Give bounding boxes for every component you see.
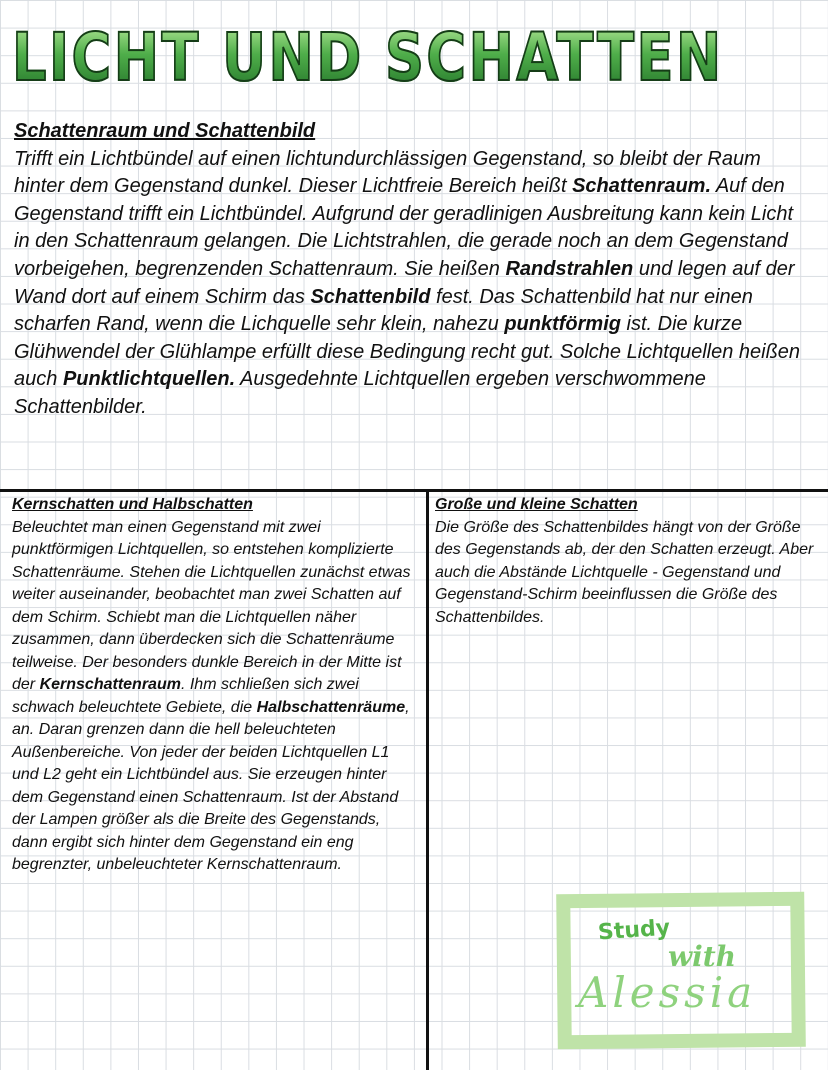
- term-randstrahlen: Randstrahlen: [505, 257, 634, 280]
- kernschatten-text: . Ihm schließen sich zwei schwach beleuchtete Gebiete, die: [12, 676, 359, 716]
- intro-text: fest. Das Schattenbild hat nur einen scharfen Rand, wenn die Lichquelle sehr klein, nahezu: [14, 285, 753, 336]
- intro-heading: Schattenraum und Schattenbild: [14, 120, 316, 142]
- term-halbschattenraeume: Halbschattenräume: [256, 698, 406, 716]
- intro-text: Trifft ein Lichtbündel auf einen lichtundurchlässigen Gegenstand, so bleibt der Raum hinter dem Gegenstand dunkel. Dieser Lichtfreie Bereich heißt: [14, 147, 761, 198]
- kernschatten-text: Beleuchtet man einen Gegenstand mit zwei punktförmigen Lichtquellen, so entstehen komplizierte Schattenräume. Stehen die Lichtquellen zunächst etwas weiter auseinander, beobachtet man zwei Schatten auf dem Schirm. Schiebt man die Lichtquellen näher zusammen, dann überdecken sich die Schattenräume teilweise. Der besonders dunkle Bereich in der Mitte ist der: [12, 518, 411, 693]
- term-punktlichtquellen: Punktlichtquellen.: [62, 368, 236, 391]
- intro-text: Ausgedehnte Lichtquellen ergeben verschwommene Schattenbilder.: [14, 368, 706, 418]
- page-title: LICHT UND SCHATTEN: [12, 19, 724, 96]
- groesse-heading: Große und kleine Schatten: [435, 496, 638, 513]
- term-kernschattenraum: Kernschattenraum: [39, 676, 181, 693]
- stamp-with-text: with: [668, 940, 737, 973]
- term-schattenbild: Schattenbild: [310, 285, 431, 308]
- kernschatten-section: [12, 494, 420, 877]
- intro-text: ist. Die kurze Glühwendel der Glühlampe erfüllt diese Bedingung recht gut. Solche Lichtquellen heißen auch: [14, 313, 801, 391]
- groesse-section: [435, 494, 820, 629]
- term-schattenraum: Schattenraum.: [572, 175, 712, 198]
- vertical-divider: [426, 490, 429, 1070]
- term-punktfoermig: punktförmig: [504, 313, 621, 336]
- intro-section: [14, 118, 804, 422]
- kernschatten-text: , an. Daran grenzen dann die hell beleuchteten Außenbereiche. Von jeder der beiden Lichtquellen L1 und L2 geht ein Lichtbündel aus. Sie erzeugen hinter dem Gegenstand einen Schattenraum. Ist der Abstand der Lampen größer als die Breite des Gegenstands, dann ergibt sich hinter dem Gegenstand ein eng begrenzter, unbeleuchteter Kernschattenraum.: [12, 698, 410, 873]
- stamp-study-text: Study: [597, 915, 671, 946]
- groesse-text: Die Größe des Schattenbildes hängt von der Größe des Gegenstands ab, der den Schatten erzeugt. Aber auch die Abstände Lichtquelle - Gegenstand und Gegenstand-Schirm beeinflussen die Größe des Schattenbildes.: [435, 518, 814, 626]
- horizontal-divider: [0, 489, 828, 492]
- kernschatten-heading: Kernschatten und Halbschatten: [12, 496, 253, 513]
- intro-text: und legen auf der Wand dort auf einem Schirm das: [14, 257, 795, 308]
- stamp-name-text: Alessia: [578, 968, 757, 1017]
- intro-text: Auf den Gegenstand trifft ein Lichtbündel. Aufgrund der geradlinigen Ausbreitung kann kein Licht in den Schattenraum gelangen. Die Lichtstrahlen, die gerade noch an dem Gegenstand vorbeigehen, begrenzenden Schattenraum. Sie heißen: [14, 175, 794, 280]
